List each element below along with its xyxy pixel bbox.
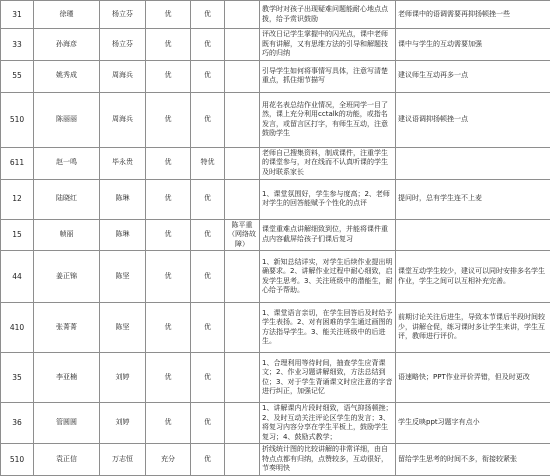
strength-cell: 1、课堂氛围好，学生参与度高；2、老师对学生的回答能赋予个性化的点评	[260, 179, 396, 219]
suggestion-cell: 老师课中的语调需要再抑扬顿挫一些	[396, 1, 550, 29]
class-cell: 44	[1, 251, 34, 303]
grade-cell: 优	[191, 444, 225, 476]
absence-cell	[225, 60, 260, 92]
teacher-cell: 张菁菁	[34, 303, 100, 353]
grade-cell: 优	[191, 219, 225, 251]
absence-cell: 陈平重（网络故障）	[225, 219, 260, 251]
inspector-cell: 毕永贵	[100, 147, 146, 179]
inspector-cell: 刘婷	[100, 403, 146, 444]
teacher-cell: 孙海彦	[34, 29, 100, 61]
absence-cell	[225, 251, 260, 303]
class-cell: 31	[1, 1, 34, 29]
suggestion-cell: 留给学生思考的时间不多，衔接较紧张	[396, 444, 550, 476]
inspector-cell: 杨立芬	[100, 1, 146, 29]
suggestion-cell: 提问时，总有学生连不上麦	[396, 179, 550, 219]
table-row	[1, 60, 550, 92]
grade-cell: 特优	[191, 147, 225, 179]
class-cell: 33	[1, 29, 34, 61]
prep-cell: 优	[146, 251, 191, 303]
absence-cell	[225, 303, 260, 353]
grade-cell: 优	[191, 303, 225, 353]
grade-cell: 优	[191, 353, 225, 403]
suggestion-cell: 课堂互动学生较少，建议可以同时安排多名学生作业，学生之间可以互相补充完善。	[396, 251, 550, 303]
inspector-cell: 周海兵	[100, 60, 146, 92]
absence-cell	[225, 353, 260, 403]
grade-cell: 优	[191, 251, 225, 303]
suggestion-cell: 建议语调抑扬顿挫一点	[396, 92, 550, 147]
class-cell: 510	[1, 444, 34, 476]
grade-cell: 优	[191, 403, 225, 444]
prep-cell: 优	[146, 1, 191, 29]
strength-cell: 1、新知总结详实，对学生后续作业提出明确要求。2、讲解作业过程中耐心细致，启发学生思考。3、关注班级中的潜能生，耐心给予帮助。	[260, 251, 396, 303]
table-row	[1, 179, 550, 219]
prep-cell: 优	[146, 92, 191, 147]
teacher-cell: 袁正信	[34, 444, 100, 476]
prep-cell: 优	[146, 147, 191, 179]
teacher-cell: 帧丽	[34, 219, 100, 251]
grade-cell: 优	[191, 29, 225, 61]
suggestion-cell: 前期讨论关注后进生，导致本节课后半段时间较少，讲解仓促，练习课时多让学生来讲，学生互评，教师进行评价。	[396, 303, 550, 353]
table-row	[1, 147, 550, 179]
inspector-cell: 周海兵	[100, 92, 146, 147]
table-row	[1, 251, 550, 303]
class-cell: 410	[1, 303, 34, 353]
prep-cell: 优	[146, 179, 191, 219]
teacher-cell: 徐瑾	[34, 1, 100, 29]
class-cell: 55	[1, 60, 34, 92]
grade-cell: 优	[191, 179, 225, 219]
inspector-cell: 陈坚	[100, 251, 146, 303]
absence-cell	[225, 444, 260, 476]
prep-cell: 优	[146, 403, 191, 444]
absence-cell	[225, 147, 260, 179]
grade-cell: 优	[191, 1, 225, 29]
absence-cell	[225, 1, 260, 29]
suggestion-cell: 学生反映ppt习题字有点小	[396, 403, 550, 444]
teacher-cell: 管圆圆	[34, 403, 100, 444]
absence-cell	[225, 179, 260, 219]
table-row	[1, 353, 550, 403]
suggestion-cell: 课中与学生的互动需要加强	[396, 29, 550, 61]
teacher-cell: 陆晓红	[34, 179, 100, 219]
prep-cell: 优	[146, 303, 191, 353]
inspector-cell: 杨立芬	[100, 29, 146, 61]
table-row	[1, 303, 550, 353]
table-row	[1, 403, 550, 444]
prep-cell: 优	[146, 29, 191, 61]
strength-cell: 1、讲解课内片段时细致，语气抑扬顿挫；2、及时互动关注评论区学生的发言；3、将复习内容分享在学生平板上，鼓励学生复习；4、鼓励式教学；	[260, 403, 396, 444]
prep-cell: 优	[146, 353, 191, 403]
teacher-cell: 赵一鸣	[34, 147, 100, 179]
class-cell: 36	[1, 403, 34, 444]
strength-cell: 1、合理利用等待时间，抽查学生应背课文；2、作业习题讲解细致，方法总结到位；3、对于学生背诵课文时应注意的字音进行纠正，加强记忆	[260, 353, 396, 403]
absence-cell	[225, 403, 260, 444]
strength-cell: 教学时对孩子出现疑难问题能耐心地点点拨，给予赏识鼓励	[260, 1, 396, 29]
class-cell: 510	[1, 92, 34, 147]
strength-cell: 1、课堂语言亲切，在学生回答后及时给予学生表扬。2、对有困难的学生通过画图的方法指导学生。3、能关注班级中的后进生。	[260, 303, 396, 353]
inspector-cell: 陈琳	[100, 179, 146, 219]
teacher-cell: 李亚楠	[34, 353, 100, 403]
grade-cell: 优	[191, 92, 225, 147]
strength-cell: 引导学生如何将事情写具体，注意写清楚重点，抓住细节描写	[260, 60, 396, 92]
inspector-cell: 万志恒	[100, 444, 146, 476]
strength-cell: 评改日记学生掌握中的闪光点，课中老师既有讲解，又有思维方法的引导和解题技巧的归纳	[260, 29, 396, 61]
inspector-cell: 刘婷	[100, 353, 146, 403]
inspector-cell: 陈坚	[100, 303, 146, 353]
table-row	[1, 1, 550, 29]
grade-cell: 优	[191, 60, 225, 92]
class-cell: 35	[1, 353, 34, 403]
suggestion-cell	[396, 219, 550, 251]
teacher-cell: 姚秀成	[34, 60, 100, 92]
table-row	[1, 219, 550, 251]
prep-cell: 优	[146, 60, 191, 92]
absence-cell	[225, 92, 260, 147]
strength-cell: 课堂重难点讲解细致到位，并能将课件重点内容截屏给孩子们课后复习	[260, 219, 396, 251]
table-row	[1, 444, 550, 476]
table-row	[1, 92, 550, 147]
table-row	[1, 29, 550, 61]
prep-cell: 优	[146, 219, 191, 251]
suggestion-cell	[396, 147, 550, 179]
suggestion-cell: 语速略快；PPT作业评价弄错，但及时更改	[396, 353, 550, 403]
class-cell: 611	[1, 147, 34, 179]
absence-cell	[225, 29, 260, 61]
prep-cell: 充分	[146, 444, 191, 476]
strength-cell: 老师自己搜集资料，制成课件，注重学生的课堂参与，对在线而不认真听课的学生及时联系家长	[260, 147, 396, 179]
inspector-cell: 陈琳	[100, 219, 146, 251]
class-cell: 12	[1, 179, 34, 219]
class-cell: 15	[1, 219, 34, 251]
suggestion-cell: 建议师生互动再多一点	[396, 60, 550, 92]
teacher-cell: 陈丽丽	[34, 92, 100, 147]
teacher-cell: 姜正锦	[34, 251, 100, 303]
strength-cell: 用花名表总结作业情况，全班同学一目了然，课上充分利用cctalk的功能，或指名发言，或留言区打字，有师生互动，注意鼓励学生	[260, 92, 396, 147]
strength-cell: 折线统计图的比较讲解的非常详细，由自特点点都有归纳，点赞较多，互动很好，节奏明快	[260, 444, 396, 476]
